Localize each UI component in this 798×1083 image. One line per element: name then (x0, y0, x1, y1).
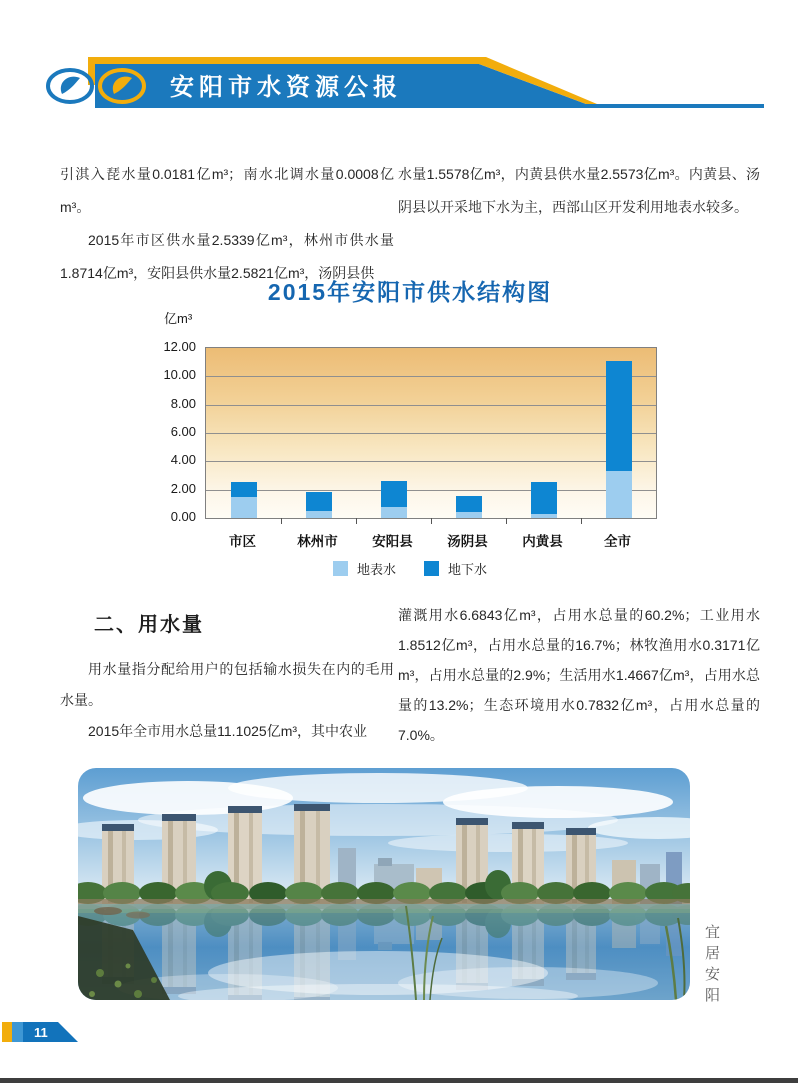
bar-地下水-全市 (606, 361, 632, 472)
intro-paragraph: 引淇入琵水量0.0181亿m³；南水北调水量0.0008亿m³。 (60, 166, 394, 215)
bar-地下水-林州市 (306, 492, 332, 511)
bar-地表水-汤阴县 (456, 512, 482, 518)
y-axis-tick-label: 8.00 (170, 395, 196, 411)
legend-item (424, 559, 487, 578)
chart-legend (60, 559, 760, 578)
page-number: 11 (34, 1025, 48, 1040)
legend-label: 地下水 (448, 562, 488, 577)
bar-地表水-市区 (231, 497, 257, 518)
usage-paragraph: 灌溉用水6.6843亿m³，占用水总量的60.2%；工业用水1.8512亿m³，占用水总量的16.7%；林牧渔用水0.3171亿m³，占用水总量的2.9%；生活用水1.4667亿m³，占用水总量的13.2%；生态环境用水0.7832亿m³，占用水总量的7.0%。 (398, 607, 760, 743)
chart-gridline (206, 433, 656, 434)
usage-paragraph: 用水量指分配给用户的包括输水损失在内的毛用水量。 (60, 661, 394, 708)
x-axis-tick (281, 518, 282, 524)
x-axis-category-label: 内黄县 (522, 534, 563, 549)
bar-地下水-市区 (231, 482, 257, 497)
usage-paragraph: 2015年全市用水总量11.1025亿m³，其中农业 (88, 723, 368, 739)
badge-flag-shape (23, 1022, 78, 1042)
y-axis-tick-label: 2.00 (170, 480, 196, 496)
badge-yellow-segment (2, 1022, 12, 1042)
chart-unit-label: 亿m³ (164, 311, 193, 326)
x-axis-tick (431, 518, 432, 524)
chart-gridline (206, 376, 656, 377)
y-axis-tick-label: 6.00 (170, 424, 196, 439)
intro-paragraph: 水量1.5578亿m³，内黄县供水量2.5573亿m³。内黄县、汤阴县以开采地下水为主，西部山区开发利用地表水较多。 (398, 166, 760, 215)
y-axis-tick-label: 12.00 (163, 339, 196, 354)
intro-paragraph: 2015年市区供水量2.5339亿m³，林州市供水量1.8714亿m³，安阳县供水量2.5821亿m³，汤阴县供 (60, 232, 394, 281)
chart-title: 2015年安阳市供水结构图 (267, 279, 553, 305)
supply-structure-chart (60, 272, 760, 592)
legend-item (333, 559, 396, 578)
legend-label: 地表水 (356, 562, 396, 577)
bar-地下水-安阳县 (381, 481, 407, 507)
scan-edge-strip (0, 1078, 798, 1083)
x-axis-category-label: 安阳县 (372, 534, 413, 549)
x-axis-tick (581, 518, 582, 524)
x-axis-category-label: 市区 (229, 534, 256, 549)
x-axis-category-label: 全市 (604, 534, 631, 549)
page-number-badge (0, 1020, 90, 1044)
photo-caption: 宜居安阳 (703, 924, 720, 1008)
intro-left-column (60, 158, 394, 290)
page-title: 安阳市水资源公报 (170, 74, 402, 101)
badge-light-blue-segment (12, 1022, 23, 1042)
chart-gridline (206, 461, 656, 462)
bar-地下水-内黄县 (531, 482, 557, 514)
chart-plot (205, 347, 657, 519)
y-axis-tick-label: 10.00 (163, 367, 196, 383)
x-axis-tick (506, 518, 507, 524)
chart-gridline (206, 405, 656, 406)
x-axis-tick (356, 518, 357, 524)
x-axis-category-label: 汤阴县 (447, 534, 488, 549)
header-banner (0, 0, 798, 130)
y-axis-tick-label: 0.00 (170, 509, 196, 524)
city-photo-illustration (78, 768, 690, 1000)
chart-gridline (206, 490, 656, 491)
usage-right-column (398, 600, 760, 750)
bar-地下水-汤阴县 (456, 496, 482, 512)
legend-swatch (333, 561, 348, 576)
intro-right-column (398, 158, 760, 224)
y-axis-tick-label: 4.00 (170, 452, 196, 468)
usage-left-column (60, 654, 394, 747)
bar-地表水-全市 (606, 471, 632, 518)
x-axis-category-label: 林州市 (297, 534, 338, 549)
bar-地表水-内黄县 (531, 514, 557, 518)
bar-地表水-林州市 (306, 511, 332, 518)
legend-swatch (424, 561, 439, 576)
bar-地表水-安阳县 (381, 507, 407, 518)
section-heading-usage: 二、用水量 (94, 614, 204, 636)
